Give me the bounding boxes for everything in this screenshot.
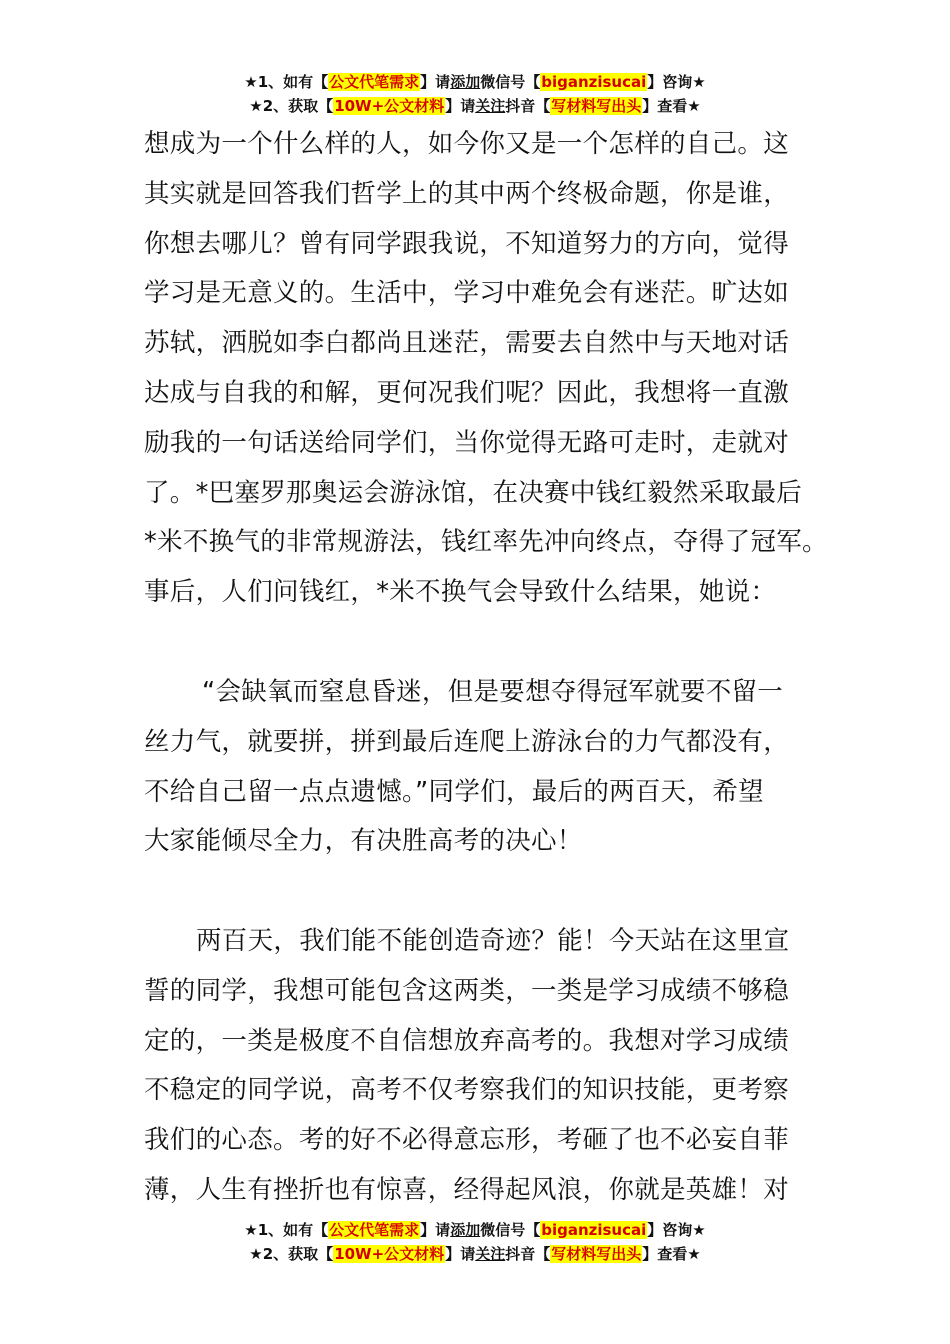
- text-line: 事后，人们问钱红，*米不换气会导致什么结果，她说：: [144, 577, 777, 608]
- text-line: 薄，人生有挫折也有惊喜，经得起风浪，你就是英雄！对: [144, 1174, 790, 1205]
- highlight-wechat-id: biganzisucai: [541, 1221, 647, 1239]
- text-line: 不给自己留一点点遗憾。”同学们，最后的两百天，希望: [144, 776, 764, 807]
- highlight-douyin: 写材料写出头: [551, 97, 642, 115]
- text-line: “会缺氧而窒息昏迷，但是要想夺得冠军就要不留一: [202, 677, 784, 707]
- text-line: 我们的心态。考的好不必得意忘形，考砸了也不必妄自菲: [144, 1125, 790, 1156]
- header-banner: [0, 70, 950, 118]
- highlight-douyin: 写材料写出头: [551, 1245, 642, 1263]
- highlight-wechat-id: biganzisucai: [541, 73, 647, 91]
- highlight-service: 公文代笔需求: [329, 1221, 420, 1239]
- text-line: 达成与自我的和解，更何况我们呢？因此，我想将一直激: [144, 377, 790, 408]
- text-line: 两百天，我们能不能创造奇迹？能！今天站在这里宣: [196, 926, 790, 956]
- text-line: *米不换气的非常规游法，钱红率先冲向终点，夺得了冠军。: [144, 527, 828, 558]
- text-line: 了。*巴塞罗那奥运会游泳馆，在决赛中钱红毅然采取最后: [144, 477, 803, 508]
- header-line-2: ★2、获取【10W+公文材料】请关注抖音【写材料写出头】查看★: [249, 97, 701, 115]
- text-line: 励我的一句话送给同学们，当你觉得无路可走时，走就对: [144, 427, 790, 458]
- text-line: 誓的同学，我想可能包含这两类，一类是学习成绩不够稳: [144, 975, 790, 1006]
- text-line: 丝力气，就要拼，拼到最后连爬上游泳台的力气都没有，: [144, 726, 790, 757]
- text-line: 其实就是回答我们哲学上的其中两个终极命题，你是谁，: [144, 178, 790, 209]
- text-line: 你想去哪儿？曾有同学跟我说，不知道努力的方向，觉得: [144, 228, 790, 259]
- paragraph-3: [144, 917, 814, 1216]
- footer-banner: [0, 1218, 950, 1266]
- text-line: 苏轼，洒脱如李白都尚且迷茫，需要去自然中与天地对话: [144, 328, 790, 359]
- footer-line-2: ★2、获取【10W+公文材料】请关注抖音【写材料写出头】查看★: [249, 1245, 701, 1263]
- footer-line-1: ★1、如有【公文代笔需求】请添加微信号【biganzisucai】咨询★: [244, 1221, 706, 1239]
- highlight-materials: 10W+公文材料: [334, 1245, 445, 1263]
- paragraph-1: [144, 120, 828, 618]
- highlight-materials: 10W+公文材料: [334, 97, 445, 115]
- text-line: 定的，一类是极度不自信想放弃高考的。我想对学习成绩: [144, 1025, 790, 1056]
- text-line: 大家能倾尽全力，有决胜高考的决心！: [144, 826, 583, 857]
- text-line: 学习是无意义的。生活中，学习中难免会有迷茫。旷达如: [144, 278, 790, 309]
- header-line-1: ★1、如有【公文代笔需求】请添加微信号【biganzisucai】咨询★: [244, 73, 706, 91]
- text-line: 不稳定的同学说，高考不仅考察我们的知识技能，更考察: [144, 1075, 790, 1106]
- paragraph-2: [144, 668, 814, 867]
- highlight-service: 公文代笔需求: [329, 73, 420, 91]
- text-line: 想成为一个什么样的人，如今你又是一个怎样的自己。这: [144, 129, 790, 159]
